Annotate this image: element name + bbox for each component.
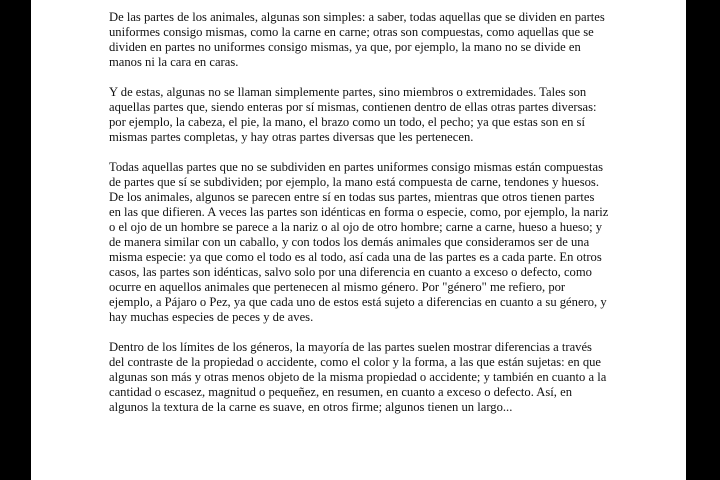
document-content bbox=[109, 10, 609, 430]
paragraph-1: De las partes de los animales, algunas son simples: a saber, todas aquellas que se dividen en partes uniformes consigo mismas, como la carne en carne; otras son compuestas, como aquellas que se dividen en partes no uniformes consigo mismas, ya que, por ejemplo, la mano no se divide en manos ni la cara en caras. bbox=[109, 10, 605, 69]
document-page bbox=[31, 0, 686, 480]
paragraph-3: Todas aquellas partes que no se subdividen en partes uniformes consigo mismas están compuestas de partes que sí se subdividen; por ejemplo, la mano está compuesta de carne, tendones y huesos. De los animales, algunos se parecen entre sí en todas sus partes, mientras que otros tienen partes en las que difieren. A veces las partes son idénticas en forma o especie, como, por ejemplo, la nariz o el ojo de un hombre se parece a la nariz o al ojo de otro hombre; carne a carne, hueso a hueso; y de manera similar con un caballo, y con todos los demás animales que consideramos ser de una misma especie: ya que como el todo es al todo, así cada una de las partes es a cada parte. En otros casos, las partes son idénticas, salvo solo por una diferencia en cuanto a exceso o defecto, como ocurre en aquellos animales que pertenecen al mismo género. Por "género" me refiero, por ejemplo, a Pájaro o Pez, ya que cada uno de estos está sujeto a diferencias en cuanto a su género, y hay muchas especies de peces y de aves. bbox=[109, 160, 609, 324]
paragraph-4: Dentro de los límites de los géneros, la mayoría de las partes suelen mostrar diferencias a través del contraste de la propiedad o accidente, como el color y la forma, a las que están sujetas: en que algunas son más y otras menos objeto de la misma propiedad o accidente; y también en cuanto a la cantidad o escasez, magnitud o pequeñez, en resumen, en cuanto a exceso o defecto. Así, en algunos la textura de la carne es suave, en otros firme; algunos tienen un largo... bbox=[109, 340, 607, 414]
paragraph-2: Y de estas, algunas no se llaman simplemente partes, sino miembros o extremidades. Tales son aquellas partes que, siendo enteras por sí mismas, contienen dentro de ellas otras partes diversas: por ejemplo, la cabeza, el pie, la mano, el brazo como un todo, el pecho; ya que estas son en sí mismas partes completas, y hay otras partes diversas que les pertenecen. bbox=[109, 85, 597, 144]
